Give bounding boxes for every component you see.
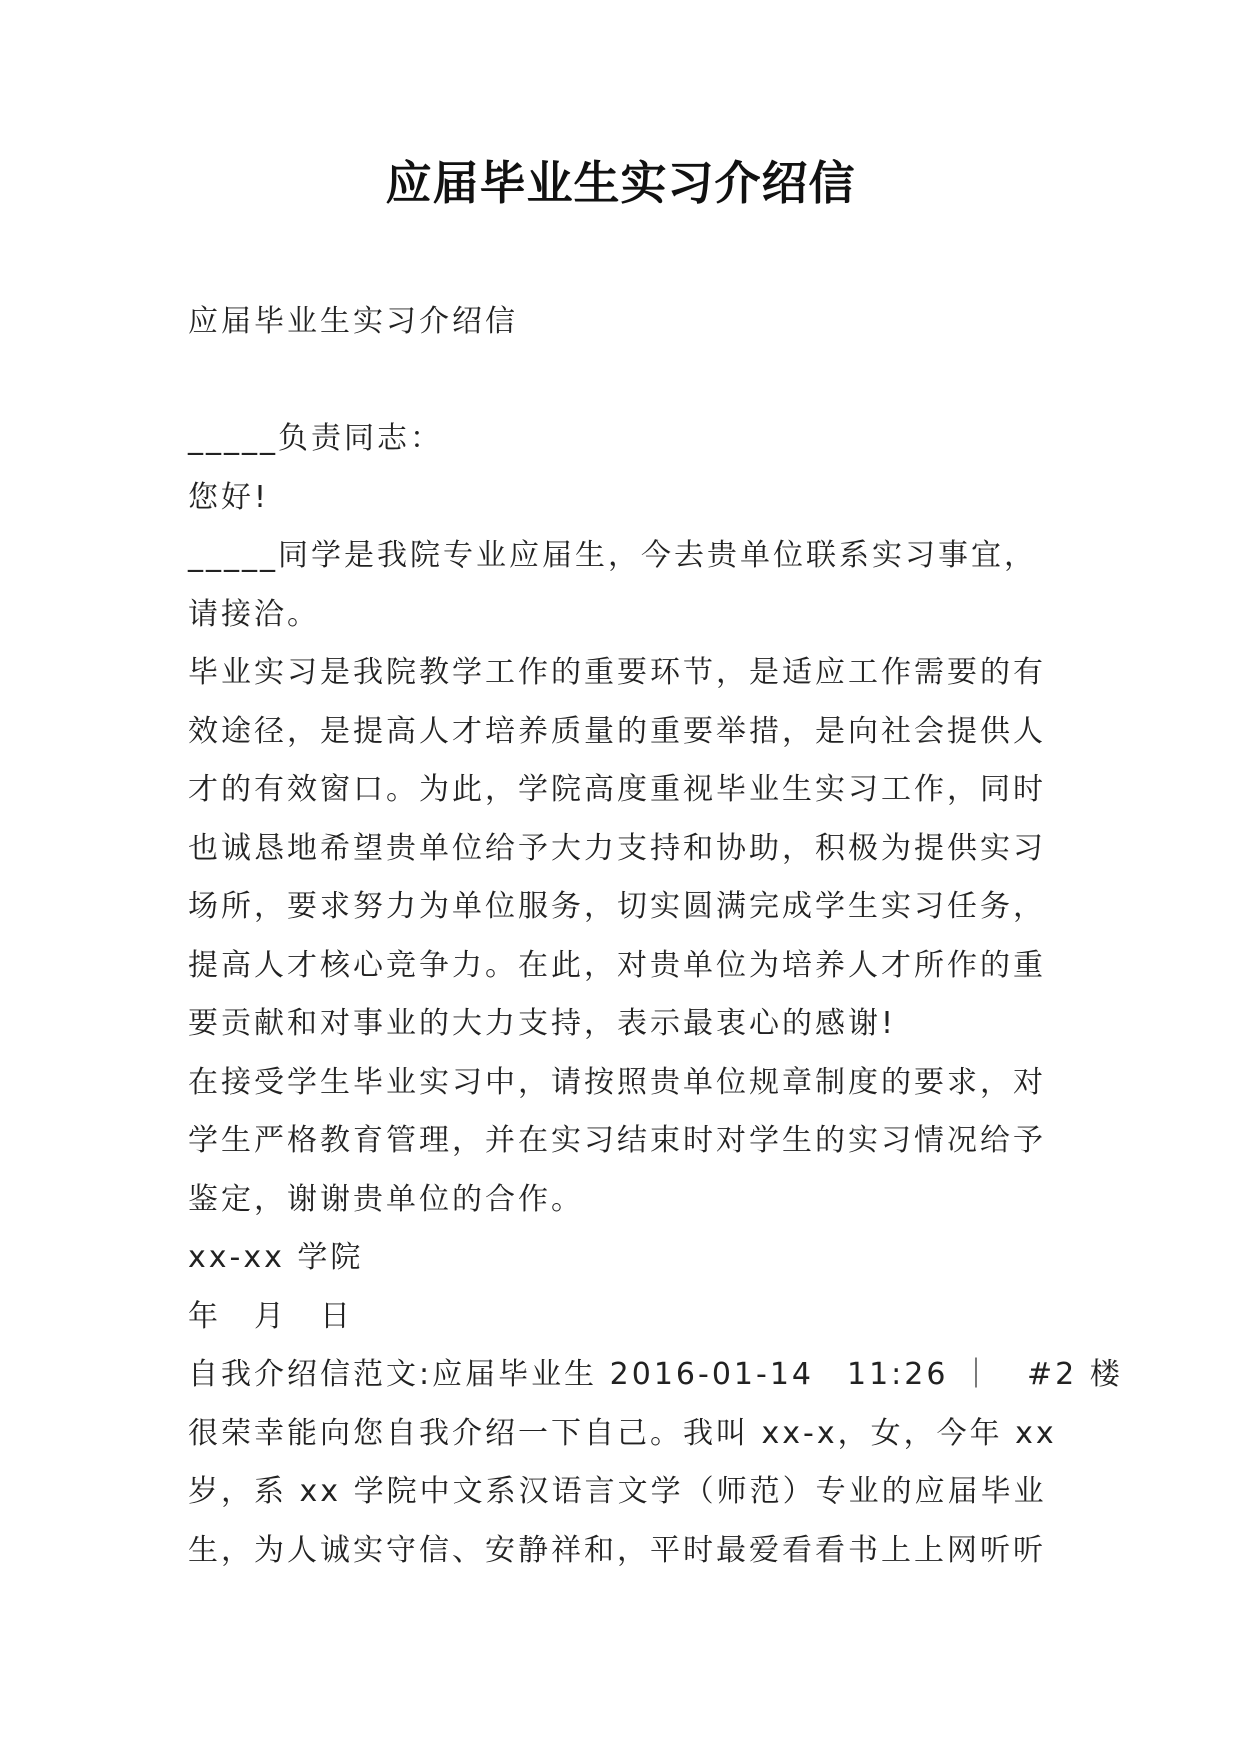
paragraph-line: 毕业实习是我院教学工作的重要环节，是适应工作需要的有 <box>188 655 1046 690</box>
paragraph-line: 才的有效窗口。为此，学院高度重视毕业生实习工作，同时 <box>188 772 1046 807</box>
paragraph-line: _____同学是我院专业应届生，今去贵单位联系实习事宜， <box>188 538 1037 573</box>
paragraph-line: 请接洽。 <box>188 596 320 632</box>
signature-institution: xx-xx 学院 <box>188 1240 364 1275</box>
paragraph-line: 很荣幸能向您自我介绍一下自己。我叫 xx-x，女，今年 xx <box>188 1415 1057 1451</box>
post-header-line: 自我介绍信范文:应届毕业生 2016-01-14 11:26 ｜ #2 楼 <box>188 1357 1123 1392</box>
document-title: 应届毕业生实习介绍信 <box>385 156 856 210</box>
paragraph-line: 鉴定，谢谢贵单位的合作。 <box>188 1181 584 1217</box>
paragraph-line: 也诚恳地希望贵单位给予大力支持和协助，积极为提供实习 <box>188 830 1046 866</box>
signature-date: 年 月 日 <box>188 1298 353 1334</box>
paragraph-line: 学生严格教育管理，并在实习结束时对学生的实习情况给予 <box>188 1123 1046 1158</box>
greeting-line: 您好! <box>188 479 270 515</box>
paragraph-line: 在接受学生毕业实习中，请按照贵单位规章制度的要求，对 <box>188 1064 1046 1100</box>
paragraph-line: 要贡献和对事业的大力支持，表示最衷心的感谢! <box>188 1006 897 1041</box>
paragraph-line: 效途径，是提高人才培养质量的重要举措，是向社会提供人 <box>188 713 1046 749</box>
paragraph-line: 提高人才核心竞争力。在此，对贵单位为培养人才所作的重 <box>188 947 1046 983</box>
subtitle: 应届毕业生实习介绍信 <box>188 304 518 339</box>
paragraph-line: 岁，系 xx 学院中文系汉语言文学（师范）专业的应届毕业 <box>188 1474 1047 1509</box>
salutation-line: _____负责同志： <box>188 421 443 456</box>
document-body <box>188 293 1123 1580</box>
paragraph-line: 生，为人诚实守信、安静祥和，平时最爱看看书上上网听听 <box>188 1532 1046 1568</box>
paragraph-line: 场所，要求努力为单位服务，切实圆满完成学生实习任务， <box>188 889 1046 924</box>
spacer <box>188 352 1068 411</box>
